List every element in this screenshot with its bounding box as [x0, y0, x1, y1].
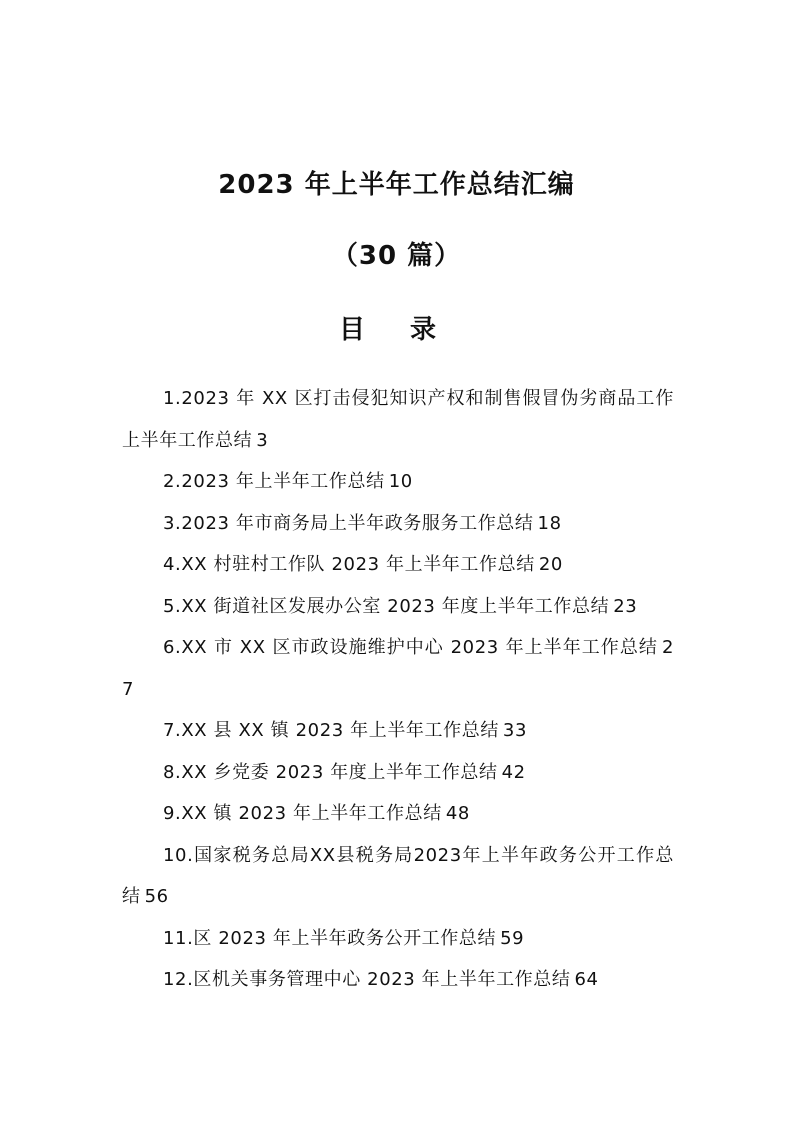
- toc-item-text: 5.XX 街道社区发展办公室 2023 年度上半年工作总结: [163, 595, 610, 617]
- toc-item-text: 1.2023 年 XX 区打击侵犯知识产权和制售假冒伪劣商品工作上半年工作总结: [122, 388, 674, 451]
- toc-item[interactable]: [122, 918, 674, 960]
- toc-item-text: 4.XX 村驻村工作队 2023 年上半年工作总结: [163, 554, 535, 575]
- toc-item-text: 12.区机关事务管理中心 2023 年上半年工作总结: [163, 969, 571, 990]
- toc-item-page: 20: [538, 554, 563, 575]
- toc-item-page: 18: [537, 512, 562, 534]
- toc-item-page: 10: [388, 471, 413, 492]
- toc-item[interactable]: [122, 710, 674, 752]
- toc-item-text: 7.XX 县 XX 镇 2023 年上半年工作总结: [163, 720, 499, 741]
- toc-item-text: 6.XX 市 XX 区市政设施维护中心 2023 年上半年工作总结: [163, 637, 658, 658]
- toc-item[interactable]: [122, 461, 674, 503]
- table-of-contents: [122, 378, 674, 1001]
- toc-item-text: 10.国家税务总局XX县税务局2023年上半年政务公开工作总结: [122, 844, 674, 907]
- toc-item-page: 64: [574, 969, 599, 990]
- toc-item-text: 3.2023 年市商务局上半年政务服务工作总结: [163, 512, 534, 534]
- document-subtitle: （30 篇）: [331, 241, 462, 271]
- toc-item[interactable]: [122, 959, 674, 1001]
- toc-heading: 目 录: [338, 315, 455, 345]
- toc-item-text: 8.XX 乡党委 2023 年度上半年工作总结: [163, 761, 498, 783]
- toc-item-text: 2.2023 年上半年工作总结: [163, 471, 385, 492]
- toc-item-page: 48: [445, 803, 470, 824]
- document-title: 2023 年上半年工作总结汇编: [218, 170, 575, 200]
- toc-item[interactable]: [122, 793, 674, 835]
- toc-item-page: 59: [500, 927, 525, 949]
- toc-item[interactable]: [122, 835, 674, 918]
- toc-item-page: 56: [144, 886, 169, 907]
- toc-item[interactable]: [122, 627, 674, 710]
- toc-item-text: 9.XX 镇 2023 年上半年工作总结: [163, 803, 442, 824]
- toc-item[interactable]: [122, 378, 674, 461]
- toc-item-page: 42: [501, 761, 526, 783]
- toc-item-text: 11.区 2023 年上半年政务公开工作总结: [163, 927, 497, 949]
- toc-item[interactable]: [122, 503, 674, 545]
- toc-item-page: 23: [613, 595, 638, 617]
- toc-item-page: 27: [122, 637, 674, 700]
- toc-item[interactable]: [122, 586, 674, 628]
- toc-item-page: 3: [256, 429, 269, 451]
- toc-item[interactable]: [122, 544, 674, 586]
- toc-item-page: 33: [502, 720, 528, 741]
- toc-item[interactable]: [122, 752, 674, 794]
